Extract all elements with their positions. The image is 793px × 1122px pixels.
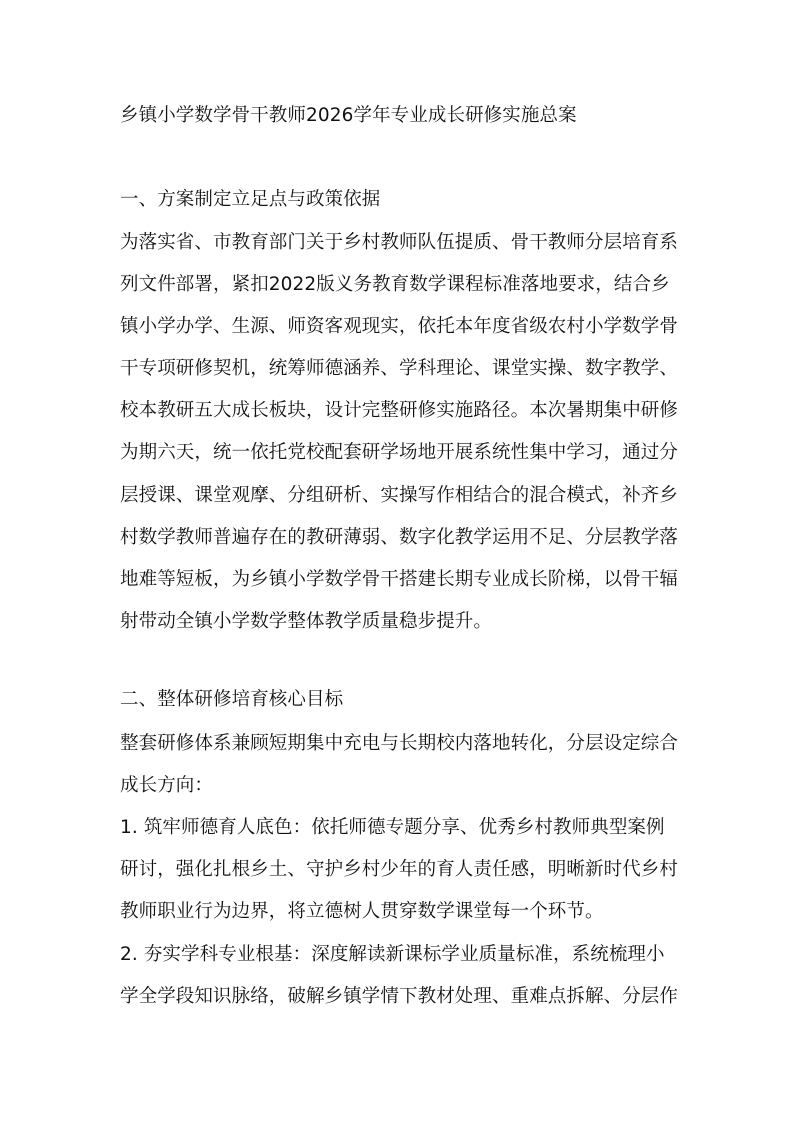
section-1-paragraph-line: 村数学教师普遍存在的教研薄弱、数字化教学运用不足、分层教学落: [120, 527, 679, 548]
goal-item-1-line: 教师职业行为边界，将立德树人贯穿数学课堂每一个环节。: [120, 901, 604, 922]
section-1-paragraph-line: 为落实省、市教育部门关于乡村教师队伍提质、骨干教师分层培育系: [120, 232, 679, 253]
section-1-heading: 一、方案制定立足点与政策依据: [120, 189, 381, 210]
section-1-paragraph-line: 干专项研修契机，统筹师德涵养、学科理论、课堂实操、数字教学、: [120, 358, 679, 379]
section-1-paragraph-line: 层授课、课堂观摩、分组研析、实操写作相结合的混合模式，补齐乡: [120, 485, 679, 506]
section-2-intro-line: 整套研修体系兼顾短期集中充电与长期校内落地转化，分层设定综合: [120, 733, 679, 754]
section-1-paragraph-line: 射带动全镇小学数学整体教学质量稳步提升。: [120, 611, 493, 632]
section-1-paragraph-line: 镇小学办学、生源、师资客观现实，依托本年度省级农村小学数学骨: [120, 316, 679, 337]
goal-item-1-line: 研讨，强化扎根乡土、守护乡村少年的育人责任感，明晰新时代乡村: [120, 859, 679, 880]
goal-item-2-line: 2. 夯实学科专业根基：深度解读新课标学业质量标准，系统梳理小: [120, 944, 665, 965]
document-title: 乡镇小学数学骨干教师2026学年专业成长研修实施总案: [120, 105, 577, 126]
goal-item-1-line: 1. 筑牢师德育人底色：依托师德专题分享、优秀乡村教师典型案例: [120, 817, 665, 838]
section-2-intro-line: 成长方向：: [120, 775, 214, 796]
section-2-heading: 二、整体研修培育核心目标: [120, 689, 344, 710]
section-1-paragraph-line: 校本教研五大成长板块，设计完整研修实施路径。本次暑期集中研修: [120, 400, 679, 421]
section-1-paragraph-line: 地难等短板，为乡镇小学数学骨干搭建长期专业成长阶梯，以骨干辐: [120, 569, 679, 590]
section-1-paragraph-line: 列文件部署，紧扣2022版义务教育数学课程标准落地要求，结合乡: [120, 274, 670, 295]
goal-item-2-line: 学全学段知识脉络，破解乡镇学情下教材处理、重难点拆解、分层作: [120, 986, 679, 1007]
section-1-paragraph-line: 为期六天，统一依托党校配套研学场地开展系统性集中学习，通过分: [120, 442, 679, 463]
